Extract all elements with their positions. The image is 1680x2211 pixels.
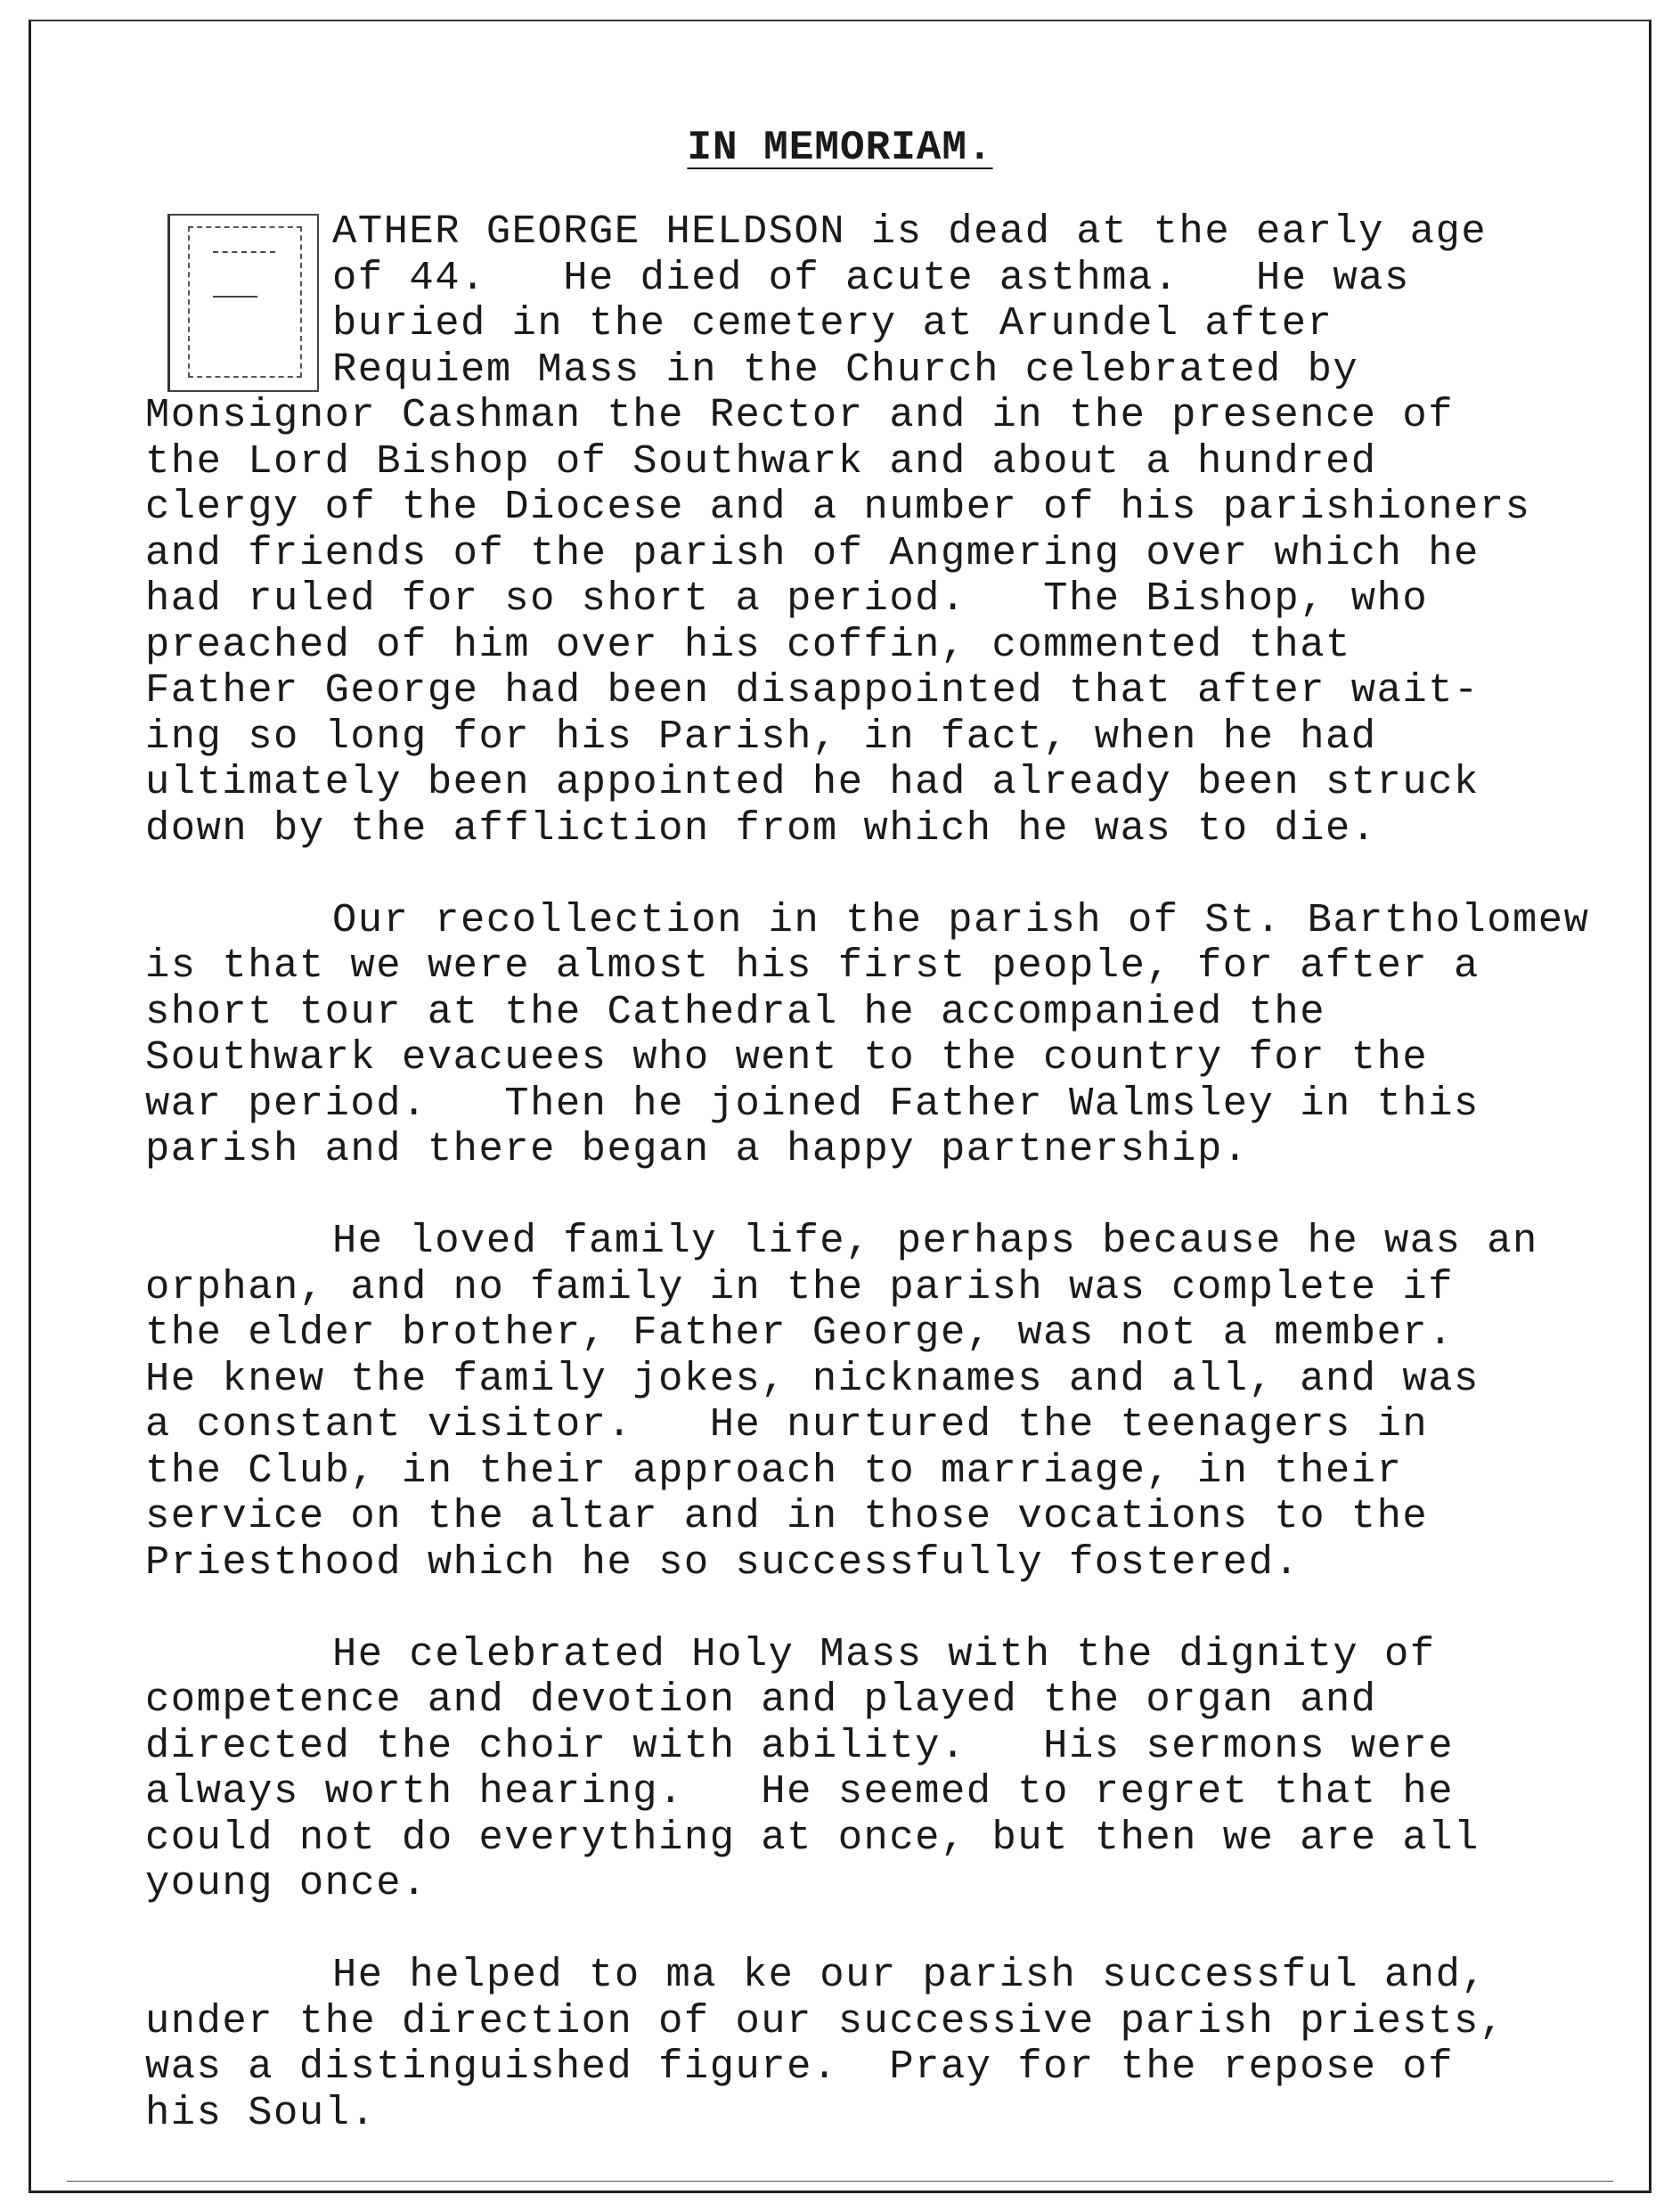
text-line: young once. <box>145 1860 428 1906</box>
text-line: Father George had been disappointed that after wait- <box>145 667 1480 714</box>
title-text: IN MEMORIAM. <box>687 125 993 171</box>
text-line: He loved family life, perhaps because he was an <box>332 1218 1538 1264</box>
text-line: a constant visitor. He nurtured the teenagers in <box>145 1401 1429 1448</box>
text-line: He helped to ma ke our parish successful and, <box>332 1952 1488 1998</box>
text-line: the elder brother, Father George, was not a member. <box>145 1309 1455 1356</box>
paragraph <box>145 898 1615 1173</box>
memorial-body <box>145 209 1615 2136</box>
text-line: down by the affliction from which he was to die. <box>145 804 1377 852</box>
text-line: Southwark evacuees who went to the country for the <box>145 1034 1429 1081</box>
bottom-rule <box>67 2181 1613 2182</box>
text-line: and friends of the parish of Angmering over which he <box>145 529 1480 576</box>
text-line: war period. Then he joined Father Walmsley in this <box>145 1080 1480 1127</box>
text-line: of 44. He died of acute asthma. He was <box>332 254 1410 301</box>
text-line: ATHER GEORGE HELDSON is dead at the early age <box>332 208 1488 255</box>
paragraph-gap <box>145 852 1615 898</box>
text-line: the Lord Bishop of Southwark and about a hundred <box>145 437 1377 485</box>
paragraph <box>145 1953 1615 2136</box>
text-line: ultimately been appointed he had already been struck <box>145 759 1480 805</box>
text-line: Priesthood which he so successfully fostered. <box>145 1538 1301 1586</box>
text-line: ing so long for his Parish, in fact, when he had <box>145 713 1377 760</box>
paragraph-gap <box>145 1173 1615 1220</box>
paragraph <box>145 1632 1615 1907</box>
text-line: Monsignor Cashman the Rector and in the presence of <box>145 392 1455 438</box>
text-line: always worth hearing. He seemed to regret that he <box>145 1768 1455 1815</box>
text-line: He celebrated Holy Mass with the dignity of <box>332 1630 1436 1677</box>
text-line: He knew the family jokes, nicknames and all, and was <box>145 1355 1480 1402</box>
text-line: competence and devotion and played the organ and <box>145 1677 1377 1723</box>
paragraph <box>145 1219 1615 1586</box>
text-line: short tour at the Cathedral he accompanied the <box>145 988 1326 1035</box>
text-line: buried in the cemetery at Arundel after <box>332 300 1333 347</box>
text-line: Our recollection in the parish of St. Bartholomew <box>332 896 1590 943</box>
paragraph-gap <box>145 1586 1615 1632</box>
text-line: the Club, in their approach to marriage, in their <box>145 1447 1403 1494</box>
text-line: parish and there began a happy partnership. <box>145 1126 1249 1172</box>
text-line: Requiem Mass in the Church celebrated by <box>332 346 1359 393</box>
text-line: service on the altar and in those vocations to the <box>145 1493 1429 1539</box>
text-line: was a distinguished figure. Pray for the repose of <box>145 2044 1455 2090</box>
paragraph <box>145 209 1615 852</box>
paragraph-gap <box>145 1907 1615 1954</box>
text-line: preached of him over his coffin, commented that <box>145 621 1351 668</box>
document-title <box>0 125 1680 171</box>
text-line: is that we were almost his first people, for after a <box>145 942 1480 989</box>
text-line: orphan, and no family in the parish was complete if <box>145 1263 1455 1310</box>
text-line: under the direction of our successive parish priests, <box>145 1997 1505 2044</box>
text-line: directed the choir with ability. His sermons were <box>145 1722 1455 1769</box>
text-line: had ruled for so short a period. The Bishop, who <box>145 575 1429 622</box>
text-line: his Soul. <box>145 2089 377 2136</box>
text-line: could not do everything at once, but then we are all <box>145 1814 1480 1861</box>
text-line: clergy of the Diocese and a number of his parishioners <box>145 484 1531 530</box>
